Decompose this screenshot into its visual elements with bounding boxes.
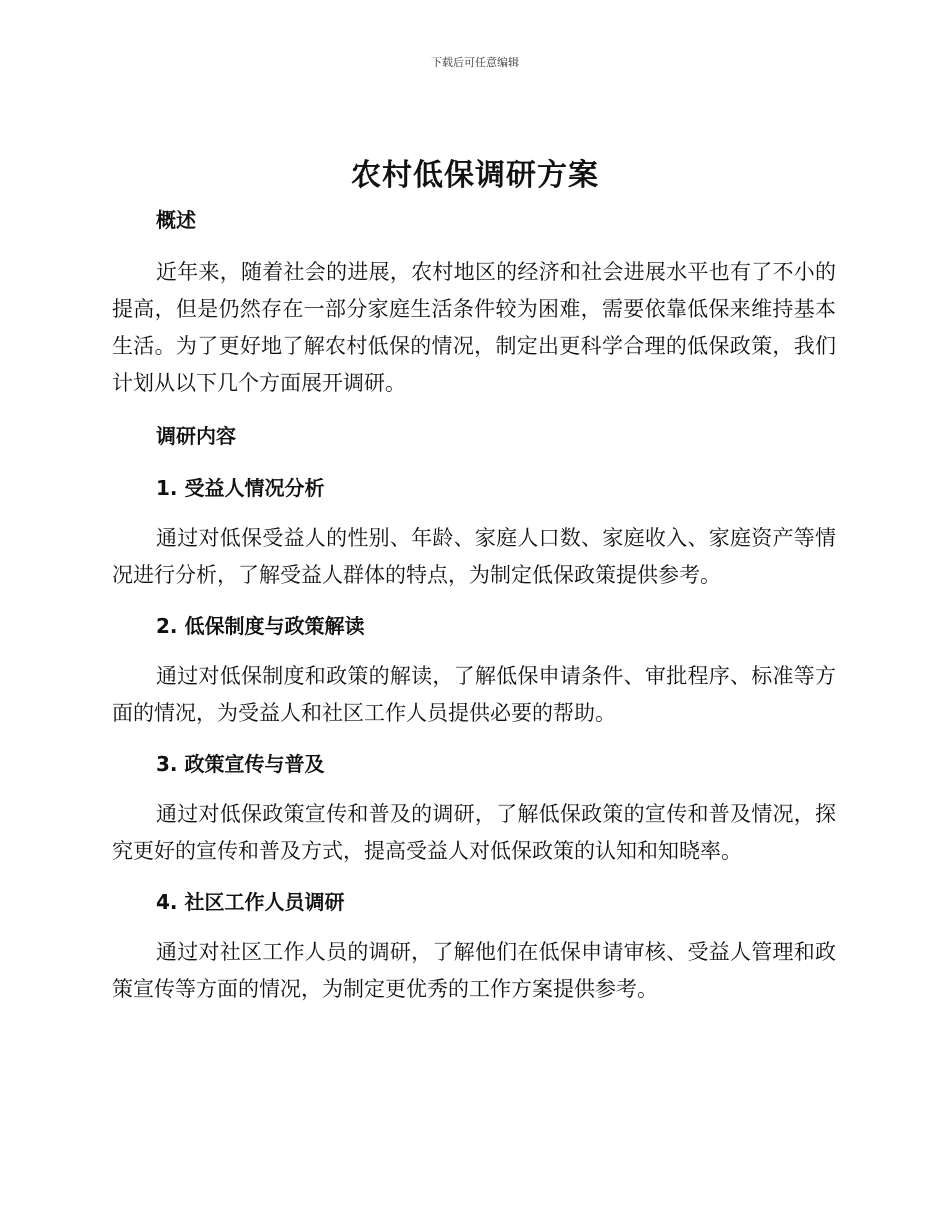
paragraph-item-4: 通过对社区工作人员的调研，了解他们在低保申请审核、受益人管理和政策宣传等方面的情况，为制定更优秀的工作方案提供参考。 xyxy=(112,940,836,1001)
section-heading-overview: 概述 xyxy=(156,208,196,232)
item-heading-1: 1. 受益人情况分析 xyxy=(156,476,325,500)
item-heading-2: 2. 低保制度与政策解读 xyxy=(156,614,365,638)
page-header-note: 下载后可任意编辑 xyxy=(431,56,519,69)
document-body xyxy=(112,200,836,1008)
item-heading-4: 4. 社区工作人员调研 xyxy=(156,890,345,914)
document-title: 农村低保调研方案 xyxy=(351,158,599,193)
paragraph-overview: 近年来，随着社会的进展，农村地区的经济和社会进展水平也有了不小的提高，但是仍然存在一部分家庭生活条件较为困难，需要依靠低保来维持基本生活。为了更好地了解农村低保的情况，制定出更科学合理的低保政策，我们计划从以下几个方面展开调研。 xyxy=(112,260,836,395)
paragraph-item-3: 通过对低保政策宣传和普及的调研，了解低保政策的宣传和普及情况，探究更好的宣传和普及方式，提高受益人对低保政策的认知和知晓率。 xyxy=(112,802,836,863)
paragraph-item-1: 通过对低保受益人的性别、年龄、家庭人口数、家庭收入、家庭资产等情况进行分析，了解受益人群体的特点，为制定低保政策提供参考。 xyxy=(112,526,836,587)
paragraph-item-2: 通过对低保制度和政策的解读，了解低保申请条件、审批程序、标准等方面的情况，为受益人和社区工作人员提供必要的帮助。 xyxy=(112,664,836,725)
section-heading-content: 调研内容 xyxy=(156,424,236,448)
item-heading-3: 3. 政策宣传与普及 xyxy=(156,752,325,776)
